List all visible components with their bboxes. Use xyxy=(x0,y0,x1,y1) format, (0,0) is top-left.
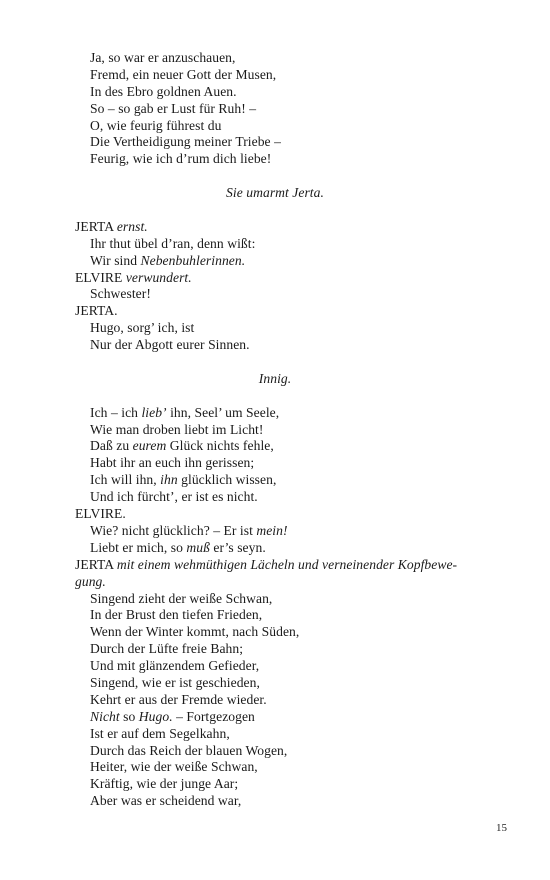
roman-text: Habt ihr an euch ihn gerissen; xyxy=(90,455,255,471)
roman-text: Singend, wie er ist geschieden, xyxy=(90,674,260,690)
stage-direction xyxy=(75,371,475,388)
verse-line xyxy=(75,692,475,709)
roman-text: Die Vertheidigung meiner Triebe – xyxy=(90,134,281,150)
verse-line xyxy=(75,759,475,776)
page-number: 15 xyxy=(496,822,507,834)
roman-text: Fremd, ein neuer Gott der Musen, xyxy=(90,66,277,82)
roman-text: Sie umarmt Jerta. xyxy=(226,185,324,201)
roman-text: In der Brust den tiefen Frieden, xyxy=(90,607,263,623)
roman-text: Liebt er mich, so xyxy=(90,539,187,555)
roman-text: Wenn der Winter kommt, nach Süden, xyxy=(90,624,300,640)
roman-text: Innig. xyxy=(258,370,292,386)
roman-text: – Fortgezogen xyxy=(172,708,255,724)
roman-text: Wir sind xyxy=(90,252,141,268)
verse-line xyxy=(75,658,475,675)
verse-line xyxy=(75,641,475,658)
roman-text: Und mit glänzendem Gefieder, xyxy=(90,658,260,674)
verse-line xyxy=(75,320,475,337)
roman-text: glücklich wissen, xyxy=(177,472,277,488)
verse-line xyxy=(75,675,475,692)
verse-line xyxy=(75,726,475,743)
verse-line xyxy=(75,405,475,422)
verse-line xyxy=(75,101,475,118)
roman-text: Wie man droben liebt im Licht! xyxy=(90,421,264,437)
italic-text: ihn xyxy=(160,472,178,488)
italic-text: mit einem wehmüthigen Lächeln und verneinender Kopfbewe- xyxy=(116,556,458,572)
verse-line xyxy=(75,67,475,84)
roman-text: So – so gab er Lust für Ruh! – xyxy=(90,100,257,116)
blank-line xyxy=(75,354,475,371)
verse-line xyxy=(75,236,475,253)
roman-text: Heiter, wie der weiße Schwan, xyxy=(90,759,258,775)
verse-line xyxy=(75,607,475,624)
verse-line xyxy=(75,523,475,540)
italic-text: verwundert. xyxy=(125,269,192,285)
verse-line xyxy=(75,591,475,608)
roman-text: er’s seyn. xyxy=(209,539,266,555)
roman-text: JERTA xyxy=(75,218,117,234)
roman-text: Schwester! xyxy=(90,286,151,302)
verse-line xyxy=(75,438,475,455)
roman-text: JERTA xyxy=(75,556,117,572)
roman-text: Aber was er scheidend war, xyxy=(90,793,242,809)
roman-text: Feurig, wie ich d’rum dich liebe! xyxy=(90,151,272,167)
verse-line xyxy=(75,540,475,557)
verse-line xyxy=(75,455,475,472)
roman-text: Ihr thut übel d’ran, denn wißt: xyxy=(90,235,256,251)
verse-line xyxy=(75,776,475,793)
italic-text: Hugo. xyxy=(138,708,173,724)
verse-line xyxy=(75,253,475,270)
blank-line xyxy=(75,388,475,405)
roman-text: Hugo, sorg’ ich, ist xyxy=(90,320,195,336)
verse-line xyxy=(75,286,475,303)
verse-line xyxy=(75,134,475,151)
verse-line xyxy=(75,151,475,168)
verse-line xyxy=(75,50,475,67)
verse-line xyxy=(75,793,475,810)
roman-text: ELVIRE xyxy=(75,269,126,285)
roman-text: Kehrt er aus der Fremde wieder. xyxy=(90,691,267,707)
roman-text: Ist er auf dem Segelkahn, xyxy=(90,725,230,741)
blank-line xyxy=(75,168,475,185)
verse-line xyxy=(75,709,475,726)
roman-text: In des Ebro goldnen Auen. xyxy=(90,83,237,99)
speaker-line xyxy=(75,303,475,320)
verse-line xyxy=(75,624,475,641)
italic-text: lieb’ xyxy=(141,404,167,420)
speaker-line xyxy=(75,557,475,574)
roman-text: ELVIRE. xyxy=(75,506,126,522)
italic-text: Nebenbuhlerinnen. xyxy=(140,252,246,268)
italic-text: ernst. xyxy=(116,218,148,234)
speaker-line xyxy=(75,270,475,287)
italic-text: eurem xyxy=(132,438,167,454)
verse-line xyxy=(75,118,475,135)
italic-text: mein! xyxy=(256,522,288,538)
roman-text: Ja, so war er anzuschauen, xyxy=(90,50,236,65)
roman-text: JERTA. xyxy=(75,303,118,319)
roman-text: Ich – ich xyxy=(90,404,142,420)
roman-text: Singend zieht der weiße Schwan, xyxy=(90,590,273,606)
roman-text: Daß zu xyxy=(90,438,133,454)
roman-text: Glück nichts fehle, xyxy=(166,438,274,454)
verse-line xyxy=(75,337,475,354)
italic-text: Nicht xyxy=(90,708,120,724)
blank-line xyxy=(75,202,475,219)
verse-line xyxy=(75,84,475,101)
drama-text-block xyxy=(75,50,475,810)
roman-text: Wie? nicht glücklich? – Er ist xyxy=(90,522,257,538)
speaker-line xyxy=(75,506,475,523)
roman-text: Kräftig, wie der junge Aar; xyxy=(90,776,239,792)
roman-text: O, wie feurig führest du xyxy=(90,117,222,133)
roman-text: Durch das Reich der blauen Wogen, xyxy=(90,742,288,758)
roman-text: so xyxy=(119,708,139,724)
speaker-line xyxy=(75,219,475,236)
roman-text: Ich will ihn, xyxy=(90,472,161,488)
speaker-line xyxy=(75,574,475,591)
verse-line xyxy=(75,489,475,506)
roman-text: ihn, Seel’ um Seele, xyxy=(166,404,280,420)
italic-text: gung. xyxy=(75,573,106,589)
verse-line xyxy=(75,422,475,439)
roman-text: Durch der Lüfte freie Bahn; xyxy=(90,641,244,657)
italic-text: muß xyxy=(186,539,210,555)
verse-line xyxy=(75,743,475,760)
roman-text: Nur der Abgott eurer Sinnen. xyxy=(90,337,250,353)
verse-line xyxy=(75,472,475,489)
roman-text: Und ich fürcht’, er ist es nicht. xyxy=(90,489,258,505)
stage-direction xyxy=(75,185,475,202)
